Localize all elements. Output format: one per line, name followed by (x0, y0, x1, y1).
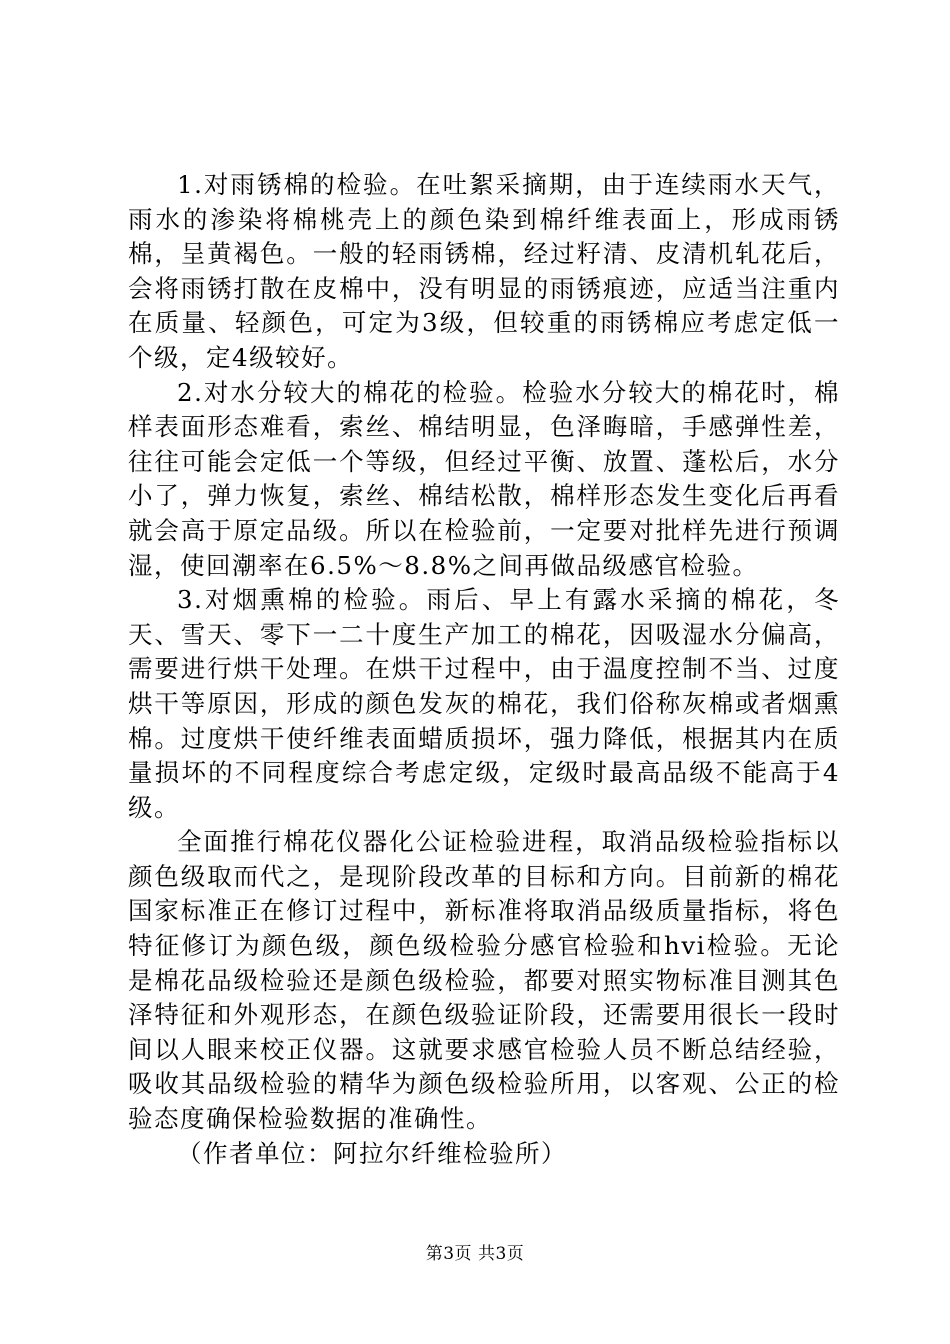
paragraph-high-moisture-cotton: 2.对水分较大的棉花的检验。检验水分较大的棉花时，棉样表面形态难看，索丝、棉结明显，色泽晦暗，手感弹性差，往往可能会定低一个等级，但经过平衡、放置、蓬松后，水分小了，弹力恢复，索丝、棉结松散，棉样形态发生变化后再看就会高于原定品级。所以在检验前，一定要对批样先进行预调湿，使回潮率在6.5%～8.8%之间再做品级感官检验。 (128, 377, 840, 580)
page-number: 第3页 共3页 (425, 1244, 525, 1264)
paragraph-reform-direction: 全面推行棉花仪器化公证检验进程，取消品级检验指标以颜色级取而代之，是现阶段改革的目标和方向。目前新的棉花国家标准正在修订过程中，新标准将取消品级质量指标，将色特征修订为颜色级，颜色级检验分感官检验和hvi检验。无论是棉花品级检验还是颜色级检验，都要对照实物标准目测其色泽特征和外观形态，在颜色级验证阶段，还需要用很长一段时间以人眼来校正仪器。这就要求感官检验人员不断总结经验，吸收其品级检验的精华为颜色级检验所用，以客观、公正的检验态度确保检验数据的准确性。 (128, 827, 840, 1134)
paragraph-rain-rust-cotton: 1.对雨锈棉的检验。在吐絮采摘期，由于连续雨水天气，雨水的渗染将棉桃壳上的颜色染到棉纤维表面上，形成雨锈棉，呈黄褐色。一般的轻雨锈棉，经过籽清、皮清机轧花后，会将雨锈打散在皮棉中，没有明显的雨锈痕迹，应适当注重内在质量、轻颜色，可定为3级，但较重的雨锈棉应考虑定低一个级，定4级较好。 (128, 170, 840, 372)
author-affiliation: （作者单位：阿拉尔纤维检验所） (177, 1138, 567, 1168)
page-footer (0, 1243, 950, 1265)
paragraph-smoked-cotton: 3.对烟熏棉的检验。雨后、早上有露水采摘的棉花，冬天、雪天、零下一二十度生产加工的棉花，因吸湿水分偏高，需要进行烘干处理。在烘干过程中，由于温度控制不当、过度烘干等原因，形成的颜色发灰的棉花，我们俗称灰棉或者烟熏棉。过度烘干使纤维表面蜡质损坏，强力降低，根据其内在质量损坏的不同程度综合考虑定级，定级时最高品级不能高于4级。 (128, 585, 840, 822)
article-body (128, 168, 840, 1171)
